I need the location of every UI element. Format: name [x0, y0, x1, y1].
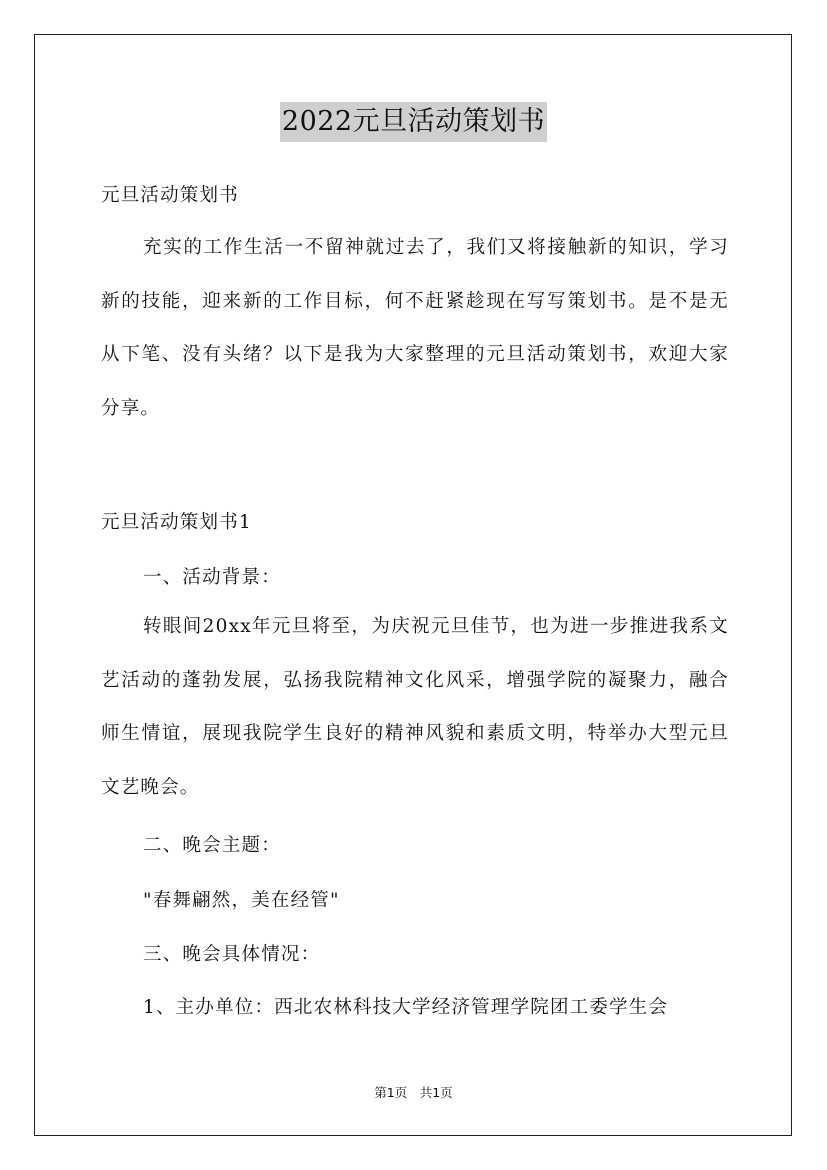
- intro-paragraph: 充实的工作生活一不留神就过去了，我们又将接触新的知识，学习新的技能，迎来新的工作目标，何不赶紧趁现在写写策划书。是不是无从下笔、没有头绪？以下是我为大家整理的元旦活动策划书，欢迎大家分享。: [101, 237, 729, 419]
- title-container: [0, 102, 827, 142]
- section1-heading: 元旦活动策划书1: [101, 512, 252, 533]
- item2-heading: 二、晚会主题：: [143, 835, 281, 856]
- document-heading: 元旦活动策划书: [101, 185, 239, 206]
- item2-text: "春舞翩然，美在经管": [143, 890, 340, 911]
- page-footer: 第1页 共1页: [374, 1085, 453, 1100]
- item1-paragraph: 转眼间20xx年元旦将至，为庆祝元旦佳节，也为进一步推进我系文艺活动的蓬勃发展，弘扬我院精神文化风采，增强学院的凝聚力，融合师生情谊，展现我院学生良好的精神风貌和素质文明，特举办大型元旦文艺晚会。: [101, 616, 729, 798]
- document-title: 2022元旦活动策划书: [280, 102, 547, 142]
- item3-sub1: 1、主办单位：西北农林科技大学经济管理学院团工委学生会: [143, 997, 669, 1018]
- item3-heading: 三、晚会具体情况：: [143, 944, 321, 965]
- item1-heading: 一、活动背景：: [143, 567, 281, 588]
